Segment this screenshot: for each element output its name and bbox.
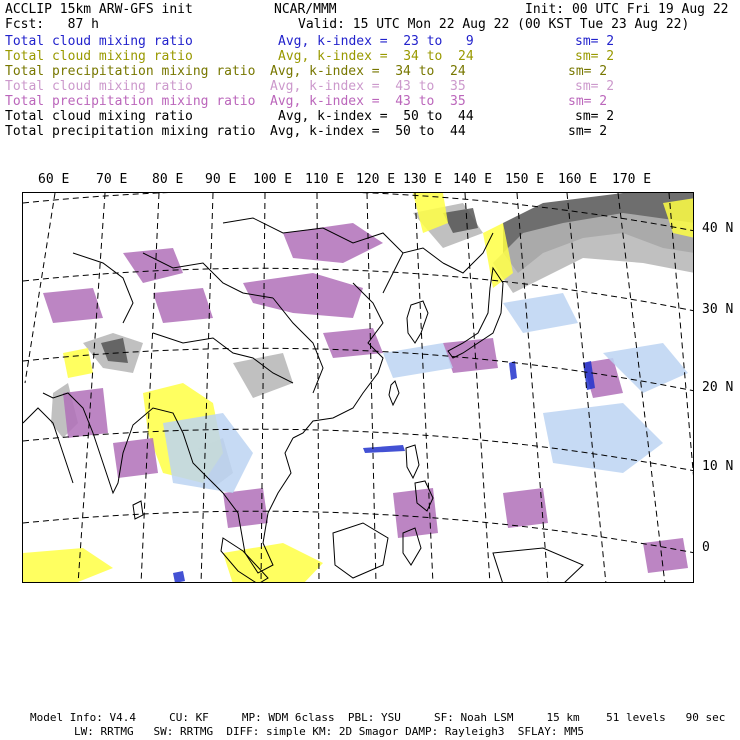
cloud-low-cloud: [503, 293, 578, 333]
cloud-high-cloud: [643, 538, 688, 573]
cloud-mid-cloud: [63, 348, 93, 378]
forecast-hour: Fcst: 87 h: [5, 17, 99, 32]
lat-label: 30 N: [702, 302, 734, 317]
lon-label: 60 E: [38, 172, 70, 187]
field-row-6-name: Total cloud mixing ratio: [5, 109, 193, 124]
lon-label: 90 E: [205, 172, 237, 187]
cloud-low-cloud-dense: [173, 571, 185, 583]
lon-label: 140 E: [453, 172, 493, 187]
field-row-5-name: Total precipitation mixing ratio: [5, 94, 256, 109]
cloud-mid-cloud: [223, 543, 323, 583]
cloud-low-cloud-dense: [509, 361, 517, 380]
field-row-5-sm: sm= 2: [568, 94, 608, 109]
field-row-1-avg: Avg, k-index = 23 to 9: [278, 34, 474, 49]
cloud-low-cloud-dense: [363, 445, 405, 453]
cloud-high-cloud: [123, 248, 183, 283]
lon-label: 110 E: [305, 172, 345, 187]
field-row-2-avg: Avg, k-index = 34 to 24: [278, 49, 474, 64]
lon-label: 70 E: [96, 172, 128, 187]
coastline: [493, 548, 583, 583]
lat-label: 0: [702, 540, 710, 555]
field-row-1-name: Total cloud mixing ratio: [5, 34, 193, 49]
lat-label: 20 N: [702, 380, 734, 395]
meridian-line: [201, 193, 213, 583]
coastline: [133, 501, 143, 519]
field-row-2-name: Total cloud mixing ratio: [5, 49, 193, 64]
field-row-3-avg: Avg, k-index = 34 to 24: [270, 64, 466, 79]
cloud-high-cloud: [323, 328, 383, 358]
parallel-line: [23, 511, 694, 553]
field-row-7-name: Total precipitation mixing ratio: [5, 124, 256, 139]
coastline: [406, 445, 419, 478]
lon-label: 120 E: [356, 172, 396, 187]
lon-label: 130 E: [403, 172, 443, 187]
map-panel: [22, 192, 694, 583]
lon-label: 150 E: [505, 172, 545, 187]
lon-label: 170 E: [612, 172, 652, 187]
field-row-4-sm: sm= 2: [575, 79, 615, 94]
lat-label: 10 N: [702, 459, 734, 474]
meridian-line: [367, 193, 376, 583]
cloud-high-cloud: [223, 488, 268, 528]
lon-label: 100 E: [253, 172, 293, 187]
model-info-line-2: LW: RRTMG SW: RRTMG DIFF: simple KM: 2D Smagor DAMP: Rayleigh3 SFLAY: MM5: [74, 725, 584, 738]
lon-label: 80 E: [152, 172, 184, 187]
coastline: [407, 301, 428, 343]
map-canvas: [23, 193, 694, 583]
model-info-line-1: Model Info: V4.4 CU: KF MP: WDM 6class PBL: YSU SF: Noah LSM 15 km 51 levels 90 sec: [30, 711, 726, 724]
lat-label: 40 N: [702, 221, 734, 236]
field-row-3-name: Total precipitation mixing ratio: [5, 64, 256, 79]
meridian-line: [25, 193, 55, 383]
field-row-2-sm: sm= 2: [575, 49, 615, 64]
cloud-low-cloud: [163, 413, 253, 493]
field-row-7-sm: sm= 2: [568, 124, 608, 139]
cloud-low-cloud: [383, 343, 453, 378]
cloud-high-cloud: [43, 288, 103, 323]
field-row-3-sm: sm= 2: [568, 64, 608, 79]
cloud-high-cloud: [153, 288, 213, 323]
init-time: Init: 00 UTC Fri 19 Aug 22: [525, 2, 729, 17]
organization-label: NCAR/MMM: [274, 2, 337, 17]
cloud-mid-cloud: [23, 548, 113, 583]
field-row-1-sm: sm= 2: [575, 34, 615, 49]
lon-label: 160 E: [558, 172, 598, 187]
field-row-6-sm: sm= 2: [575, 109, 615, 124]
field-row-4-avg: Avg, k-index = 43 to 35: [270, 79, 466, 94]
field-row-4-name: Total cloud mixing ratio: [5, 79, 193, 94]
coastline: [389, 381, 399, 405]
field-row-5-avg: Avg, k-index = 43 to 35: [270, 94, 466, 109]
meridian-line: [78, 193, 105, 583]
coastline: [333, 523, 388, 578]
valid-time: Valid: 15 UTC Mon 22 Aug 22 (00 KST Tue 23 Aug 22): [298, 17, 690, 32]
coastline: [383, 253, 403, 293]
meridian-line: [465, 193, 490, 583]
plot-title: ACCLIP 15km ARW-GFS init: [5, 2, 193, 17]
field-row-6-avg: Avg, k-index = 50 to 44: [278, 109, 474, 124]
field-row-7-avg: Avg, k-index = 50 to 44: [270, 124, 466, 139]
